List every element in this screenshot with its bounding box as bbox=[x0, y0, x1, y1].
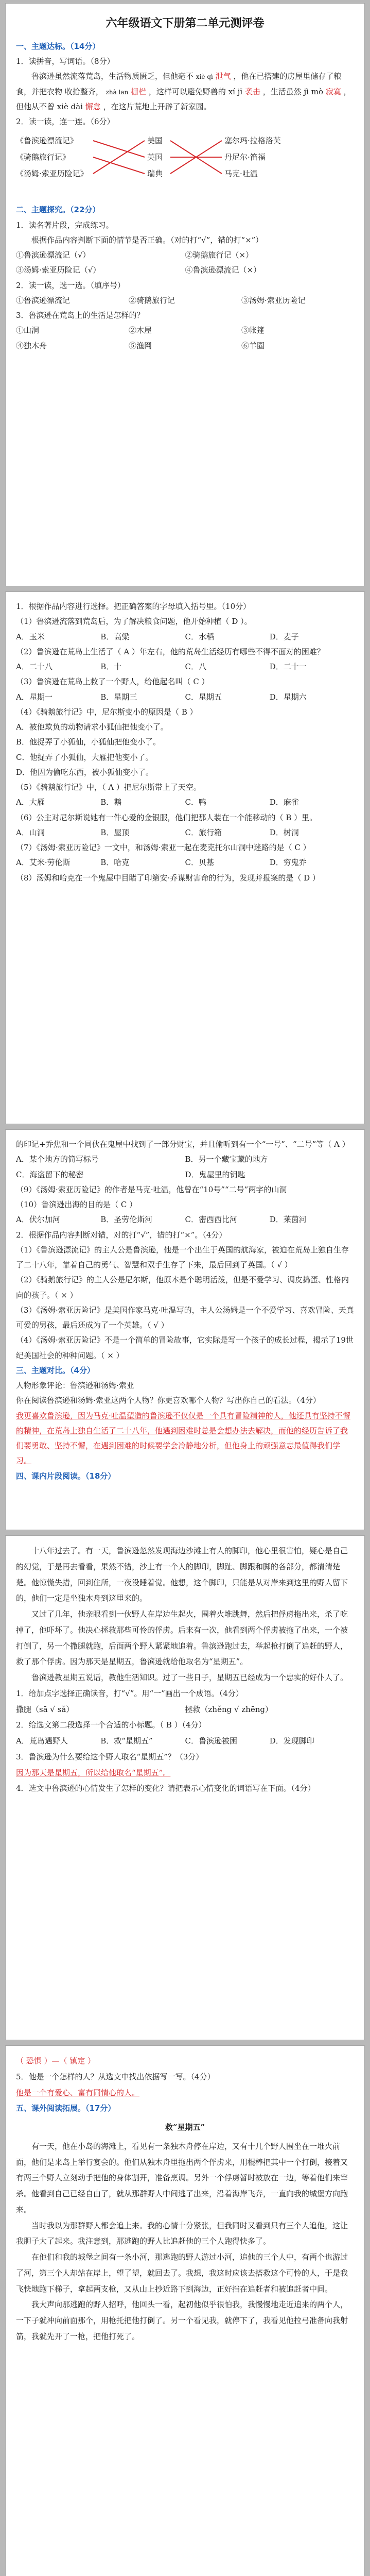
mc-option: B．哈克 bbox=[100, 858, 130, 868]
judge-3: （3）《汤姆·索亚历险记》是美国作家马克·吐温写的，主人公汤姆是一个不爱学习、喜欢冒险、天真可爱的男孩，最后还成为了一个英雄。（ √ ） bbox=[16, 1305, 354, 1330]
mc-9: （9）《汤姆·索亚历险记》的作者是马克·吐温，他曾在“10号”“二号”两字的山洞 bbox=[16, 1184, 287, 1194]
mc-option: D．穷鬼乔 bbox=[269, 858, 307, 868]
mc-8: （8）汤姆和哈克在一个鬼屋中目睹了印第安·乔谋财害命的行为，发现并报案的是（ D ） bbox=[16, 873, 320, 883]
question-2b-1: 1．根据作品内容进行选择。把正确答案的字母填入括号里。（10分） bbox=[16, 602, 251, 611]
passage-paragraph: 鲁滨逊教星期五说话，教他生活知识。过了一些日子，星期五已经成为一个忠实的好仆人了。 bbox=[31, 1673, 348, 1682]
exam-card-2 bbox=[5, 591, 365, 1124]
question-4-4: 4．选文中鲁滨逊的心情发生了怎样的变化？请把表示心情变化的词语写在下面。（4分） bbox=[16, 1784, 315, 1793]
judgment-item: ④鲁滨逊漂流记（×） bbox=[185, 265, 261, 275]
book-option: ②骑鹅旅行记 bbox=[129, 295, 175, 305]
judge-1: （1）《鲁滨逊漂流记》的主人公是鲁滨逊，他是一个出生于英国的航海家，被迫在荒岛上独自生存了二十八年，靠着自己的勇气、智慧和双手生存了下来，最后回到了英国。（ √ ） bbox=[16, 1245, 349, 1269]
question-1-2: 2．读一读，连一连。（6分） bbox=[16, 117, 115, 127]
mc-option: A．艾米·劳伦斯 bbox=[16, 858, 71, 868]
mc-option: D．麦子 bbox=[269, 632, 299, 641]
answer-5: 他是一个有爱心、富有同情心的人。 bbox=[16, 2088, 140, 2097]
mc-10: （10）鲁滨逊出海的目的是（ C ） bbox=[16, 1200, 137, 1209]
pinyin-choice: 撒腿（sā √ sǎ） bbox=[16, 1704, 74, 1714]
match-right-2: 丹尼尔·笛福 bbox=[224, 152, 266, 162]
mc-option: C．鸭 bbox=[185, 798, 206, 807]
mc-option: A．被他欺负的动物请求小狐仙把他变小了。 bbox=[16, 722, 168, 732]
blank-option: ⑤渔网 bbox=[129, 341, 152, 350]
answer-essay: 我更喜欢鲁滨逊，因为马克·吐温塑造的鲁滨逊不仅仅是一个具有冒险精神的人，他还具有坚持不懈的精神，在荒岛上独自生活了二十八年，他遇到困难时总是会想办法去解决，而他的经历告诉了我们要勇敢、坚持不懈，在遇到困难的时候要学会冷静地分析，但他身上的顽强意志最值得我们学习。 bbox=[16, 1411, 350, 1466]
book-option: ①鲁滨逊漂流记 bbox=[16, 295, 71, 305]
section-heading-3: 三、主题对比。（4分） bbox=[16, 1365, 95, 1375]
blank-option: ⑥羊圈 bbox=[241, 341, 265, 350]
matching-exercise bbox=[16, 132, 354, 199]
mc-option: A．大雁 bbox=[16, 798, 45, 807]
question-2-1: 1．读名著片段，完成练习。 bbox=[16, 220, 114, 230]
mc-option: A．玉米 bbox=[16, 632, 45, 641]
mc-5: （5）《骑鹅旅行记》中，（ A ）把尼尔斯带上了天空。 bbox=[16, 783, 201, 792]
mc-option: C．星期五 bbox=[185, 692, 222, 702]
match-right-1: 塞尔玛·拉格洛芙 bbox=[224, 136, 281, 146]
judgment-item: ②骑鹅旅行记（×） bbox=[185, 250, 254, 260]
mc-option: D．麻雀 bbox=[269, 798, 299, 807]
answer-4: 寂寞 bbox=[325, 87, 341, 96]
answer-2: 栅栏 bbox=[131, 87, 147, 96]
mc-option: C．海盗留下的秘密 bbox=[16, 1170, 84, 1179]
question-5: 5．他是一个怎样的人？从选文中找出依据写一写。（4分） bbox=[16, 2072, 215, 2081]
judgment-list bbox=[16, 248, 354, 278]
question-2-3: 3．鲁滨逊在荒岛上的生活是怎样的？ bbox=[16, 311, 145, 320]
blank-option: ①山洞 bbox=[16, 326, 40, 335]
question-3-1-text: 你在阅读鲁滨逊和汤姆·索亚这两个人物？你更喜欢哪个人物？写出你自己的看法。（4分） bbox=[16, 1396, 321, 1405]
mc-7: （7）《汤姆·索亚历险记》一文中，和汤姆·索亚一起在麦克托尔山洞中迷路的是（ C ） bbox=[16, 843, 311, 852]
mc-option: D．二十一 bbox=[269, 662, 307, 671]
story-title: 救“星期五” bbox=[165, 2123, 205, 2132]
mc-option: D．鬼屋里的钥匙 bbox=[185, 1170, 245, 1179]
match-right-3: 马克·吐温 bbox=[224, 169, 258, 179]
answer-4-3: 因为那天是星期五，所以给他取名“星期五”。 bbox=[16, 1768, 171, 1777]
question-judge: 2．根据作品内容判断对错，对的打“√”，错的打“×”。（4分） bbox=[16, 1230, 227, 1240]
mc-1: （1）鲁滨逊流落到荒岛后，为了解决粮食问题，他开始种植（ D ）。 bbox=[16, 617, 252, 626]
answer-3: 袭击 bbox=[244, 87, 260, 96]
question-4-1: 1．给加点字选择正确读音，打“√”。用“一”画出一个成语。（4分） bbox=[16, 1688, 243, 1698]
book-options bbox=[16, 293, 354, 308]
passage-paragraph: 又过了几年，他亲眼看到一伙野人在岸边生起火，围着火堆跳舞，然后把俘虏拖出来，杀了吃掉了，他吓坏了。他决心拯救那些可怜的俘虏。后来有一次，他看到两个俘虏被拖了出来，一个被打倒了，另一个撒腿就跑，后面两个野人紧紧地追着。鲁滨逊跑过去，举起枪打倒了追赶的野人，救了那个俘虏。因为那天是星期五，鲁滨逊就给他取名为“星期五”。 bbox=[16, 1609, 348, 1667]
pinyin-choice: 拯救（zhěng √ zhēng） bbox=[185, 1704, 273, 1714]
mc-option: C．旅行箱 bbox=[185, 827, 222, 837]
passage-paragraph: 十八年过去了。有一天，鲁滨逊忽然发现海边沙滩上有人的脚印，他心里很害怕，疑心是自己的幻觉，于是再去看看，果然不错，沙上有一个人的脚印，脚趾、脚跟和脚的各部分，都清清楚楚。他惊慌失措，回到住所，一夜没睡着觉。他想，这个脚印，只能是从对岸来到这里的野人留下的，他们一定是坐独木舟到这里来的。 bbox=[16, 1546, 348, 1603]
mc-option: B．另一个藏宝藏的地方 bbox=[185, 1155, 268, 1164]
exam-card-5 bbox=[5, 2045, 365, 2576]
mc-option: D．他因为偷吃东西，被小狐仙变小了。 bbox=[16, 767, 154, 777]
question-2-1-text: 根据作品内容判断下面的情节是否正确。（对的打“√”，错的打“×”） bbox=[31, 235, 263, 245]
mc-3: （3）鲁滨逊在荒岛上救了一个野人，给他起名叫（ C ） bbox=[16, 677, 209, 687]
story-paragraph: 当时我以为那群野人都会追上来。我的心情十分紧张，但我同时又看到只有三个人追他，这让我胆子大了起来。我注意到，那逃跑的野人比追赶他的三个人跑得快多了。 bbox=[16, 2221, 348, 2246]
exam-card-1 bbox=[5, 3, 365, 586]
question-4-2: 2．给选文第二段选择一个合适的小标题。（ B ）（4分） bbox=[16, 1720, 206, 1730]
mc-option: C．水稻 bbox=[185, 632, 214, 641]
mc-option: A．荒岛遇野人 bbox=[16, 1736, 68, 1745]
mc-option: B．星期三 bbox=[100, 692, 137, 702]
match-mid-3: 瑞典 bbox=[147, 169, 163, 179]
blank-option: ③帐篷 bbox=[241, 326, 265, 335]
section-heading-4: 四、课内片段阅读。（18分） bbox=[16, 1471, 116, 1481]
mc-option: B．十 bbox=[100, 662, 122, 671]
mc-option: C．鲁滨逊被困 bbox=[185, 1736, 237, 1745]
mc-option: B．高粱 bbox=[100, 632, 130, 641]
mc-option: A．山洞 bbox=[16, 827, 45, 837]
section-heading-1: 一、主题达标。（14分） bbox=[16, 41, 100, 51]
blank-option: ④独木舟 bbox=[16, 341, 47, 350]
match-mid-1: 美国 bbox=[147, 136, 163, 146]
story-paragraph: 在他们和我的城堡之间有一条小河，那逃跑的野人游过小河，追他的三个人中，有两个也游过了河，第三个人却站在岸上，望了望，就回去了。我想，我这时应该去搭救这个可怜的人，于是我飞快地跑下梯子，拿起两支枪，又从山上抄近路下到海边，正好挡在追赶者和被追赶者中间。 bbox=[16, 2252, 348, 2294]
mc-option: B．圣劳伦斯河 bbox=[100, 1215, 153, 1225]
question-3-1: 人物形象评论：鲁滨逊和汤姆·索亚 bbox=[16, 1381, 134, 1390]
question-1-1: 1．读拼音，写词语。（8分） bbox=[16, 57, 115, 66]
mc-option: D．星期六 bbox=[269, 692, 307, 702]
page-title: 六年级语文下册第二单元测评卷 bbox=[105, 17, 265, 30]
judge-4: （4）《汤姆·索亚历险记》不是一个简单的冒险故事，它实际是写一个孩子的成长过程，揭示了19世纪美国社会的种种问题。（ × ） bbox=[16, 1335, 354, 1360]
section-heading-2: 二、主题探究。（22分） bbox=[16, 205, 100, 215]
judge-2: （2）《骑鹅旅行记》的主人公是尼尔斯，他原本是个聪明活泼，但是不爱学习、调皮捣蛋、性格内向的孩子。（ × ） bbox=[16, 1275, 349, 1300]
mc-2: （2）鲁滨逊在荒岛上生活了（ A ）年左右，他的荒岛生活经历有哪些不得不面对的困难？ bbox=[16, 647, 325, 656]
mc-6: （6）公主对尼尔斯说她有一件心爱的金银服，他们把那人装在一个能移动的（ B ）里。 bbox=[16, 812, 318, 822]
blank-option: ②木屋 bbox=[129, 326, 152, 335]
match-left-3: 《汤姆·索亚历险记》 bbox=[16, 169, 88, 179]
question-1-1-text: 鲁滨逊虽然流落荒岛，生活物质匮乏，但他毫不 xiè qì 泄气 ，他在已搭建的房屋里储存了粮食，并把衣物 收拾整齐， zhà lan 栅栏 ，这样可以避免野兽的 xí jī 袭击 ，生活虽然 jì mò 寂寞 ，但他从不曾 xiè dài 懈怠 ，在这片荒地上开辟了新家园。 bbox=[16, 72, 351, 111]
blank-options bbox=[16, 323, 354, 353]
story-paragraph: 有一天，他在小岛的海滩上，看见有一条独木舟停在岸边，又有十几个野人围坐在一堆火前面，他们是来岛上举行宴会的。他们从独木舟里拖出两个俘虏来，用棍棒把其中一个打倒，接着又有两三个野人立刻动手把他的身体割开，准备烹调。另外一个俘虏暂时被放在一边，等着他们来宰杀。他看到自己已经自由了，就从那群野人中间逃了出来，沿着海岸飞奔，一直向我的城堡方向跑来。 bbox=[16, 2141, 348, 2214]
mc-option: B．救“星期五” bbox=[100, 1736, 153, 1745]
answer-1: 泄气 bbox=[215, 72, 231, 81]
mc-option: B．他捉弄了小狐仙，小狐仙把他变小了。 bbox=[16, 737, 161, 747]
book-option: ③汤姆·索亚历险记 bbox=[241, 295, 306, 305]
answer-emotion-chain: （ 恐惧 ）—（ 镇定 ） bbox=[16, 2056, 96, 2065]
mc-option: D．发现脚印 bbox=[269, 1736, 314, 1745]
mc-option: A．某个地方的简写标号 bbox=[16, 1155, 99, 1164]
exam-card-4 bbox=[5, 1535, 365, 2040]
mc-option: A．伏尔加河 bbox=[16, 1215, 60, 1225]
mc-option: C．他捉弄了小狐仙，大雁把他变小了。 bbox=[16, 752, 153, 762]
mc-option: D．莱茵河 bbox=[269, 1215, 307, 1225]
mc-option: C．八 bbox=[185, 662, 206, 671]
story-paragraph: 我大声向那逃跑的野人招呼，他回头一看，起初他似乎很怕我，我慢慢地走近追来的两个人，一下子就冲向前面那个，用枪托把他打倒了。另一个看见我，就停下了，我看见他拉弓准备向我射箭，我就先开了一枪，把他打死了。 bbox=[16, 2300, 348, 2341]
judgment-item: ③汤姆·索亚历险记（√） bbox=[16, 265, 101, 275]
match-mid-2: 英国 bbox=[147, 152, 163, 162]
mc-4: （4）《骑鹅旅行记》中，尼尔斯变小的原因是（ B ） bbox=[16, 707, 198, 717]
section-heading-5: 五、课外阅读拓展。（17分） bbox=[16, 2104, 116, 2113]
match-left-2: 《骑鹅旅行记》 bbox=[16, 152, 71, 162]
answer-5: 懈怠 bbox=[85, 101, 101, 111]
match-left-1: 《鲁滨逊漂流记》 bbox=[16, 136, 78, 146]
judgment-item: ①鲁滨逊漂流记（√） bbox=[16, 250, 91, 260]
question-2-2: 2．读一读，选一选。（填序号） bbox=[16, 280, 126, 290]
mc-option: D．树洞 bbox=[269, 827, 299, 837]
mc-option: A．星期一 bbox=[16, 692, 52, 702]
mc-option: C．密西西比河 bbox=[185, 1215, 237, 1225]
mc-option: B．鹅 bbox=[100, 798, 122, 807]
exam-card-3 bbox=[5, 1129, 365, 1530]
mc-option: A．二十八 bbox=[16, 662, 52, 671]
mc-option: B．屋顶 bbox=[100, 827, 130, 837]
mc-option: C．贝基 bbox=[185, 858, 214, 868]
question-4-3: 3．鲁滨逊为什么要给这个野人取名“星期五”？（3分） bbox=[16, 1752, 204, 1761]
mc-8-cont: 的印记+乔焦和一个同伙在鬼屋中找到了一部分财宝，并且偷听到有一个“一号”、“二号”等（ A ） bbox=[16, 1140, 350, 1149]
